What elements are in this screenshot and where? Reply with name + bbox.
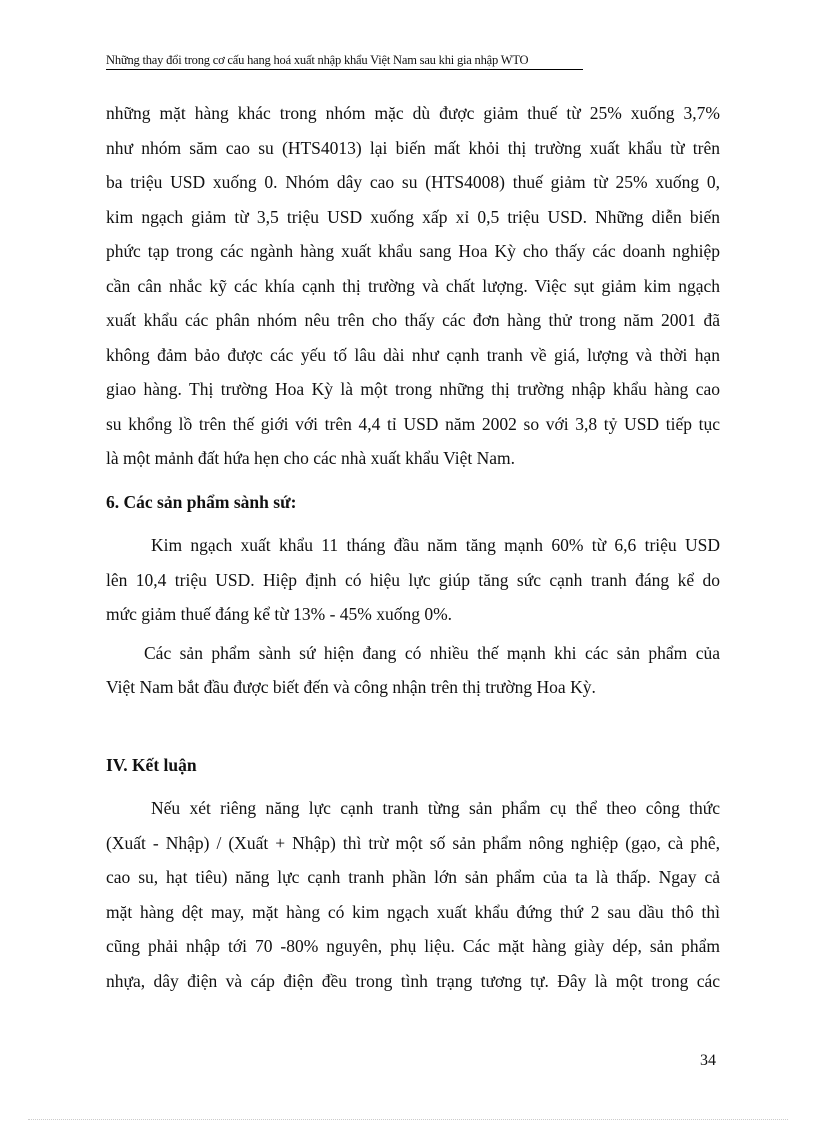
text-line: là một mảnh đất hứa hẹn cho các nhà xuất khẩu Việt Nam. [106, 448, 516, 468]
text-line: su khổng lồ trên thế giới với trên 4,4 tỉ USD năm 2002 so với 3,8 tỷ USD tiếp tục [106, 413, 720, 434]
text-line: xuất khẩu các phân nhóm nêu trên cho thấy các đơn hàng thử trong năm 2001 đã [106, 310, 720, 330]
text-line: Việt Nam bắt đầu được biết đến và công nhận trên thị trường Hoa Kỳ. [106, 677, 596, 697]
paragraph-conclusion [106, 791, 720, 998]
text-line: Các sản phẩm sành sứ hiện đang có nhiều thế mạnh khi các sản phẩm của [144, 642, 720, 663]
section-heading-conclusion: IV. Kết luận [106, 754, 197, 775]
paragraph-ceramics-exports [106, 528, 720, 632]
text-line: Nếu xét riêng năng lực cạnh tranh từng sản phẩm cụ thể theo công thức [151, 798, 720, 818]
text-line: cao su, hạt tiêu) năng lực cạnh tranh phần lớn sản phẩm của ta là thấp. Ngay cả [106, 867, 720, 887]
text-line: kim ngạch giảm từ 3,5 triệu USD xuống xấp xỉ 0,5 triệu USD. Những diễn biến [106, 206, 720, 227]
page-edge-divider [28, 1119, 788, 1120]
section-heading-ceramics: 6. Các sản phẩm sành sứ: [106, 491, 297, 512]
running-header: Những thay đổi trong cơ cấu hang hoá xuất nhập khẩu Việt Nam sau khi gia nhập WTO [106, 52, 583, 70]
paragraph-rubber-exports [106, 96, 720, 476]
text-line: mức giảm thuế đáng kể từ 13% - 45% xuống 0%. [106, 604, 453, 624]
text-line: giao hàng. Thị trường Hoa Kỳ là một trong những thị trường nhập khẩu hàng cao [106, 379, 720, 399]
text-line: lên 10,4 triệu USD. Hiệp định có hiệu lực giúp tăng sức cạnh tranh đáng kể do [106, 569, 720, 590]
text-line: (Xuất - Nhập) / (Xuất + Nhập) thì trừ một số sản phẩm nông nghiệp (gạo, cà phê, [106, 832, 720, 853]
text-line: những mặt hàng khác trong nhóm mặc dù được giảm thuế từ 25% xuống 3,7% [106, 103, 720, 123]
text-line: mặt hàng dệt may, mặt hàng có kim ngạch xuất khẩu đứng thứ 2 sau dầu thô thì [106, 901, 720, 922]
text-line: như nhóm săm cao su (HTS4013) lại biến mất khỏi thị trường xuất khẩu từ trên [106, 137, 720, 158]
paragraph-ceramics-strengths [106, 636, 720, 705]
text-line: Kim ngạch xuất khẩu 11 tháng đầu năm tăng mạnh 60% từ 6,6 triệu USD [151, 535, 720, 555]
page-number: 34 [700, 1052, 716, 1069]
text-line: cũng phải nhập tới 70 -80% nguyên, phụ liệu. Các mặt hàng giày dép, sản phẩm [106, 936, 720, 956]
page-body [106, 96, 720, 998]
text-line: ba triệu USD xuống 0. Nhóm dây cao su (HTS4008) thuế giảm từ 25% xuống 0, [106, 172, 720, 192]
text-line: nhựa, dây điện và cáp điện đều trong tình trạng tương tự. Đây là một trong các [106, 970, 720, 991]
text-line: không đảm bảo được các yếu tố lâu dài như cạnh tranh về giá, lượng và thời hạn [106, 344, 720, 365]
text-line: cần cân nhắc kỹ các khía cạnh thị trường và chất lượng. Việc sụt giảm kim ngạch [106, 275, 720, 296]
text-line: phức tạp trong các ngành hàng xuất khẩu sang Hoa Kỳ cho thấy các doanh nghiệp [106, 241, 720, 261]
